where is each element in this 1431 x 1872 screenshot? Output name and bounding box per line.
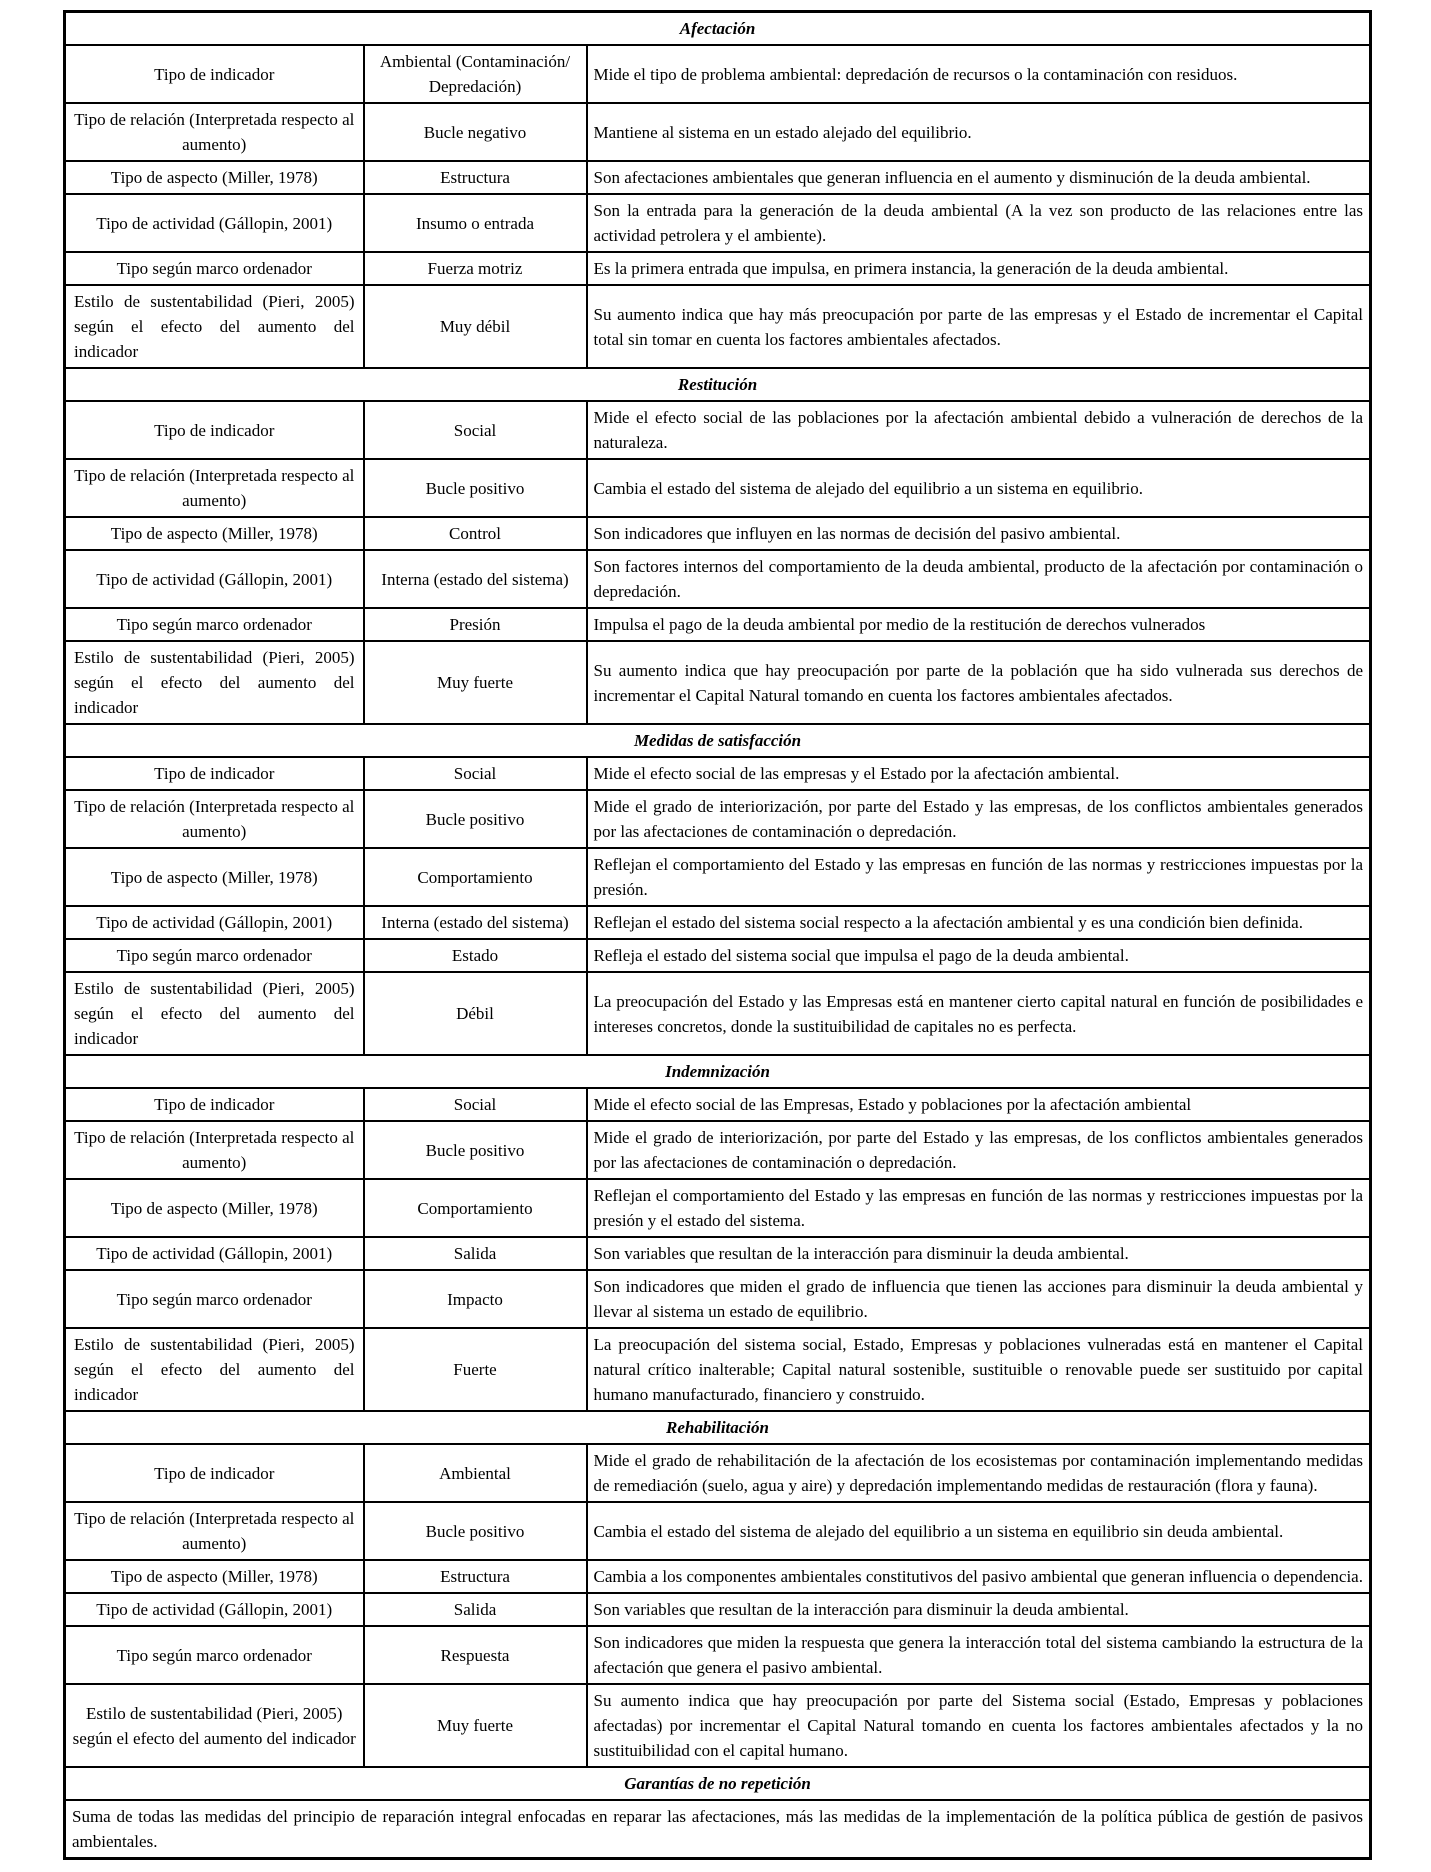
table-row	[65, 1179, 1371, 1237]
row-value: Estado	[364, 939, 587, 972]
row-label: Estilo de sustentabilidad (Pieri, 2005) según el efecto del aumento del indicador	[65, 1328, 364, 1411]
row-value: Interna (estado del sistema)	[364, 906, 587, 939]
row-label: Tipo de actividad (Gállopin, 2001)	[65, 906, 364, 939]
table-row	[65, 939, 1371, 972]
row-description: Mide el efecto social de las poblaciones por la afectación ambiental debido a vulneración de derechos de la naturaleza.	[587, 401, 1371, 459]
table-row	[65, 550, 1371, 608]
table-row	[65, 1560, 1371, 1593]
row-value: Ambiental (Contaminación/ Depredación)	[364, 45, 587, 103]
table-row	[65, 1444, 1371, 1502]
row-value: Bucle negativo	[364, 103, 587, 161]
row-label: Tipo de actividad (Gállopin, 2001)	[65, 1593, 364, 1626]
row-value: Bucle positivo	[364, 1121, 587, 1179]
row-label: Tipo según marco ordenador	[65, 1626, 364, 1684]
table-row	[65, 608, 1371, 641]
table-row	[65, 1237, 1371, 1270]
row-description: Son indicadores que miden el grado de influencia que tienen las acciones para disminuir la deuda ambiental y llevar al sistema un estado de equilibrio.	[587, 1270, 1371, 1328]
row-description: Cambia el estado del sistema de alejado del equilibrio a un sistema en equilibrio sin deuda ambiental.	[587, 1502, 1371, 1560]
row-value: Bucle positivo	[364, 459, 587, 517]
table-row	[65, 790, 1371, 848]
row-value: Control	[364, 517, 587, 550]
row-description: Reflejan el comportamiento del Estado y las empresas en función de las normas y restricciones impuestas por la presión.	[587, 848, 1371, 906]
table-row	[65, 848, 1371, 906]
row-label: Tipo de aspecto (Miller, 1978)	[65, 848, 364, 906]
row-description: Su aumento indica que hay preocupación por parte del Sistema social (Estado, Empresas y poblaciones afectadas) por incrementar el Capital Natural tomando en cuenta los factores ambientales afectados y la no sustituibilidad con el capital humano.	[587, 1684, 1371, 1767]
row-label: Tipo de relación (Interpretada respecto al aumento)	[65, 103, 364, 161]
table-row	[65, 161, 1371, 194]
row-value: Respuesta	[364, 1626, 587, 1684]
row-value: Social	[364, 401, 587, 459]
row-description: Son indicadores que miden la respuesta que genera la interacción total del sistema cambiando la estructura de la afectación que genera el pasivo ambiental.	[587, 1626, 1371, 1684]
row-value: Social	[364, 757, 587, 790]
row-description: Mide el efecto social de las Empresas, Estado y poblaciones por la afectación ambiental	[587, 1088, 1371, 1121]
table-row	[65, 1328, 1371, 1411]
table-row	[65, 906, 1371, 939]
row-description: La preocupación del sistema social, Estado, Empresas y poblaciones vulneradas está en mantener el Capital natural crítico inalterable; Capital natural sostenible, sustituible o renovable puede ser sustituido por capital humano manufacturado, financiero y construido.	[587, 1328, 1371, 1411]
row-label: Estilo de sustentabilidad (Pieri, 2005) según el efecto del aumento del indicador	[65, 1684, 364, 1767]
row-label: Estilo de sustentabilidad (Pieri, 2005) según el efecto del aumento del indicador	[65, 641, 364, 724]
section-full-text: Suma de todas las medidas del principio de reparación integral enfocadas en reparar las afectaciones, más las medidas de la implementación de la política pública de gestión de pasivos ambientales.	[65, 1800, 1371, 1859]
table-row	[65, 1270, 1371, 1328]
section-header-row	[65, 1055, 1371, 1088]
row-description: Son variables que resultan de la interacción para disminuir la deuda ambiental.	[587, 1593, 1371, 1626]
row-value: Fuerza motriz	[364, 252, 587, 285]
reparation-indicators-table	[63, 10, 1372, 1860]
table-row	[65, 194, 1371, 252]
row-value: Bucle positivo	[364, 1502, 587, 1560]
row-value: Insumo o entrada	[364, 194, 587, 252]
row-description: Su aumento indica que hay más preocupación por parte de las empresas y el Estado de incrementar el Capital total sin tomar en cuenta los factores ambientales afectados.	[587, 285, 1371, 368]
row-value: Estructura	[364, 1560, 587, 1593]
row-value: Muy fuerte	[364, 641, 587, 724]
row-label: Tipo de actividad (Gállopin, 2001)	[65, 194, 364, 252]
section-header-row	[65, 1411, 1371, 1444]
row-description: Son la entrada para la generación de la deuda ambiental (A la vez son producto de las relaciones entre las actividad petrolera y el ambiente).	[587, 194, 1371, 252]
table-row	[65, 45, 1371, 103]
table-row	[65, 401, 1371, 459]
row-label: Tipo de indicador	[65, 1088, 364, 1121]
table-body	[65, 12, 1371, 1859]
row-value: Presión	[364, 608, 587, 641]
row-value: Impacto	[364, 1270, 587, 1328]
row-label: Tipo de indicador	[65, 757, 364, 790]
row-description: Su aumento indica que hay preocupación por parte de la población que ha sido vulnerada sus derechos de incrementar el Capital Natural tomando en cuenta los factores ambientales afectados.	[587, 641, 1371, 724]
table-row	[65, 1684, 1371, 1767]
table-row	[65, 1800, 1371, 1859]
row-label: Estilo de sustentabilidad (Pieri, 2005) según el efecto del aumento del indicador	[65, 972, 364, 1055]
row-description: Refleja el estado del sistema social que impulsa el pago de la deuda ambiental.	[587, 939, 1371, 972]
row-value: Salida	[364, 1593, 587, 1626]
section-title: Restitución	[65, 368, 1371, 401]
row-value: Muy débil	[364, 285, 587, 368]
row-description: Son indicadores que influyen en las normas de decisión del pasivo ambiental.	[587, 517, 1371, 550]
table-row	[65, 757, 1371, 790]
row-description: Son variables que resultan de la interacción para disminuir la deuda ambiental.	[587, 1237, 1371, 1270]
table-row	[65, 1626, 1371, 1684]
row-label: Tipo de indicador	[65, 401, 364, 459]
row-label: Tipo de aspecto (Miller, 1978)	[65, 1560, 364, 1593]
row-description: La preocupación del Estado y las Empresas está en mantener cierto capital natural en función de posibilidades e intereses concretos, donde la sustituibilidad de capitales no es perfecta.	[587, 972, 1371, 1055]
section-title: Afectación	[65, 12, 1371, 46]
row-description: Son afectaciones ambientales que generan influencia en el aumento y disminución de la deuda ambiental.	[587, 161, 1371, 194]
row-label: Tipo según marco ordenador	[65, 939, 364, 972]
table-row	[65, 1593, 1371, 1626]
section-header-row	[65, 1767, 1371, 1800]
row-label: Tipo según marco ordenador	[65, 1270, 364, 1328]
row-value: Estructura	[364, 161, 587, 194]
row-description: Mide el tipo de problema ambiental: depredación de recursos o la contaminación con residuos.	[587, 45, 1371, 103]
row-label: Estilo de sustentabilidad (Pieri, 2005) según el efecto del aumento del indicador	[65, 285, 364, 368]
row-label: Tipo de indicador	[65, 1444, 364, 1502]
row-description: Son factores internos del comportamiento de la deuda ambiental, producto de la afectación por contaminación o depredación.	[587, 550, 1371, 608]
section-header-row	[65, 368, 1371, 401]
row-value: Ambiental	[364, 1444, 587, 1502]
table-row	[65, 972, 1371, 1055]
section-title: Rehabilitación	[65, 1411, 1371, 1444]
row-label: Tipo según marco ordenador	[65, 252, 364, 285]
row-label: Tipo de aspecto (Miller, 1978)	[65, 517, 364, 550]
row-value: Bucle positivo	[364, 790, 587, 848]
row-description: Reflejan el comportamiento del Estado y las empresas en función de las normas y restricciones impuestas por la presión y el estado del sistema.	[587, 1179, 1371, 1237]
row-description: Mantiene al sistema en un estado alejado del equilibrio.	[587, 103, 1371, 161]
row-description: Mide el grado de interiorización, por parte del Estado y las empresas, de los conflictos ambientales generados por las afectaciones de contaminación o depredación.	[587, 790, 1371, 848]
row-label: Tipo según marco ordenador	[65, 608, 364, 641]
row-label: Tipo de relación (Interpretada respecto al aumento)	[65, 790, 364, 848]
row-label: Tipo de actividad (Gállopin, 2001)	[65, 550, 364, 608]
table-row	[65, 517, 1371, 550]
row-value: Comportamiento	[364, 848, 587, 906]
row-label: Tipo de aspecto (Miller, 1978)	[65, 161, 364, 194]
row-label: Tipo de relación (Interpretada respecto al aumento)	[65, 459, 364, 517]
row-label: Tipo de relación (Interpretada respecto al aumento)	[65, 1121, 364, 1179]
table-row	[65, 103, 1371, 161]
table-row	[65, 1121, 1371, 1179]
row-description: Impulsa el pago de la deuda ambiental por medio de la restitución de derechos vulnerados	[587, 608, 1371, 641]
row-label: Tipo de relación (Interpretada respecto al aumento)	[65, 1502, 364, 1560]
row-value: Social	[364, 1088, 587, 1121]
row-label: Tipo de actividad (Gállopin, 2001)	[65, 1237, 364, 1270]
row-description: Mide el efecto social de las empresas y el Estado por la afectación ambiental.	[587, 757, 1371, 790]
row-description: Cambia el estado del sistema de alejado del equilibrio a un sistema en equilibrio.	[587, 459, 1371, 517]
row-label: Tipo de aspecto (Miller, 1978)	[65, 1179, 364, 1237]
row-value: Muy fuerte	[364, 1684, 587, 1767]
table-row	[65, 285, 1371, 368]
section-title: Medidas de satisfacción	[65, 724, 1371, 757]
table-row	[65, 641, 1371, 724]
row-value: Débil	[364, 972, 587, 1055]
row-description: Cambia a los componentes ambientales constitutivos del pasivo ambiental que generan influencia o dependencia.	[587, 1560, 1371, 1593]
section-title: Garantías de no repetición	[65, 1767, 1371, 1800]
row-value: Comportamiento	[364, 1179, 587, 1237]
row-value: Salida	[364, 1237, 587, 1270]
table-row	[65, 459, 1371, 517]
section-header-row	[65, 12, 1371, 46]
row-description: Es la primera entrada que impulsa, en primera instancia, la generación de la deuda ambiental.	[587, 252, 1371, 285]
table-row	[65, 1088, 1371, 1121]
row-description: Mide el grado de interiorización, por parte del Estado y las empresas, de los conflictos ambientales generados por las afectaciones de contaminación o depredación.	[587, 1121, 1371, 1179]
row-value: Fuerte	[364, 1328, 587, 1411]
row-label: Tipo de indicador	[65, 45, 364, 103]
table-row	[65, 252, 1371, 285]
row-description: Reflejan el estado del sistema social respecto a la afectación ambiental y es una condición bien definida.	[587, 906, 1371, 939]
row-value: Interna (estado del sistema)	[364, 550, 587, 608]
table-row	[65, 1502, 1371, 1560]
section-header-row	[65, 724, 1371, 757]
row-description: Mide el grado de rehabilitación de la afectación de los ecosistemas por contaminación implementando medidas de remediación (suelo, agua y aire) y depredación implementando medidas de restauración (flora y fauna).	[587, 1444, 1371, 1502]
section-title: Indemnización	[65, 1055, 1371, 1088]
